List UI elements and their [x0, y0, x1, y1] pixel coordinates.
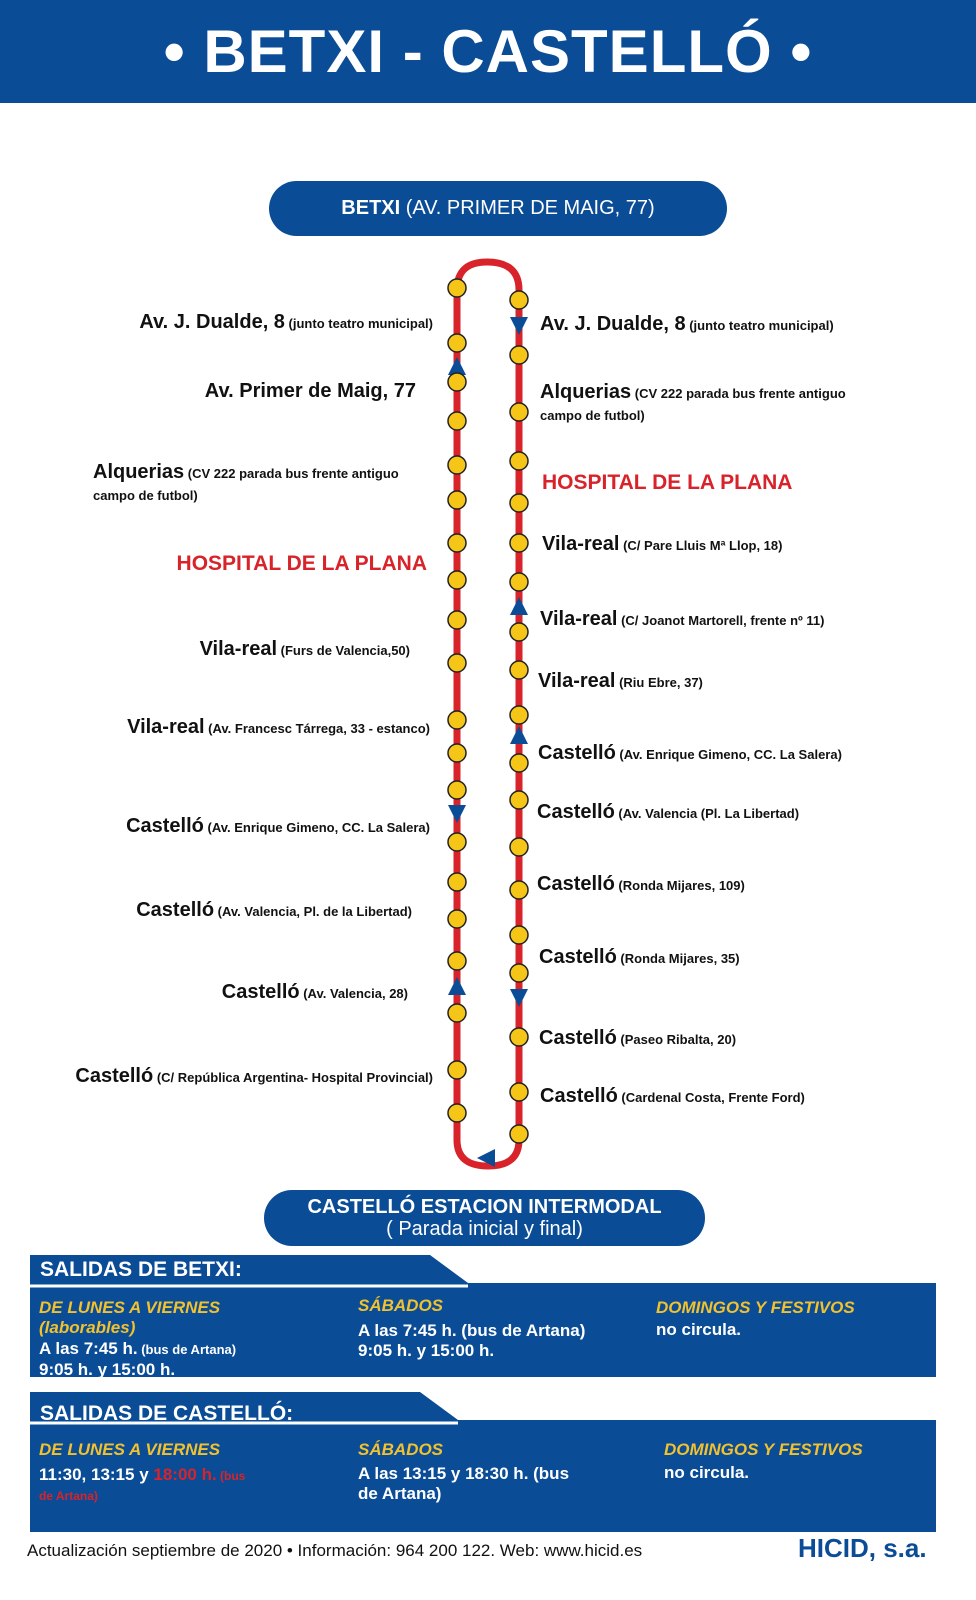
terminal-name: CASTELLÓ ESTACION INTERMODAL — [307, 1196, 662, 1218]
castello-saturday-head: SÁBADOS — [358, 1440, 444, 1459]
right-stop-7: Castelló (Av. Enrique Gimeno, CC. La Salera) — [538, 742, 842, 764]
footer-info: Actualización septiembre de 2020 • Información: 964 200 122. Web: www.hicid.es — [27, 1541, 643, 1560]
castello-saturday-times: A las 13:15 y 18:30 h. (bus de Artana) — [358, 1464, 570, 1503]
right-stop-12: Castelló (Cardenal Costa, Frente Ford) — [540, 1085, 805, 1107]
terminal-note: ( Parada inicial y final) — [386, 1218, 583, 1240]
betxi-weekdays-times: A las 7:45 h. (bus de Artana) 9:05 h. y 15:00 h. — [39, 1339, 237, 1379]
origin-name: BETXI — [341, 197, 401, 219]
castello-weekdays-head: DE LUNES A VIERNES — [39, 1440, 221, 1459]
castello-sunday-text: no circula. — [664, 1463, 750, 1482]
left-stop-2: Av. Primer de Maig, 77 — [204, 380, 416, 402]
left-stop-8: Castelló (Av. Valencia, Pl. de la Libertad) — [136, 899, 412, 921]
betxi-saturday-times: A las 7:45 h. (bus de Artana) 9:05 h. y 15:00 h. — [358, 1321, 586, 1360]
castello-weekdays-times: 11:30, 13:15 y 18:00 h. (bus de Artana) — [39, 1465, 246, 1503]
left-stop-3: Alquerias (CV 222 parada bus frente antiguo campo de futbol) — [93, 461, 399, 503]
left-stop-10: Castelló (C/ República Argentina- Hospital Provincial) — [75, 1065, 433, 1087]
right-stop-11: Castelló (Paseo Ribalta, 20) — [539, 1027, 737, 1049]
right-stop-8: Castelló (Av. Valencia (Pl. La Libertad) — [537, 801, 800, 823]
origin-address: (AV. PRIMER DE MAIG, 77) — [400, 197, 655, 219]
right-stop-10: Castelló (Ronda Mijares, 35) — [539, 946, 740, 968]
betxi-weekdays-head: DE LUNES A VIERNES (laborables) — [39, 1298, 221, 1337]
right-stop-2: Alquerias (CV 222 parada bus frente antiguo campo de futbol) — [540, 381, 846, 423]
castello-departures-title: SALIDAS DE CASTELLÓ: — [40, 1402, 294, 1425]
left-stop-hospital: HOSPITAL DE LA PLANA — [176, 552, 427, 575]
castello-sunday-head: DOMINGOS Y FESTIVOS — [664, 1440, 863, 1459]
company-logo: HICID, s.a. — [798, 1533, 927, 1563]
right-stop-4: Vila-real (C/ Pare Lluis Mª Llop, 18) — [542, 533, 783, 555]
right-stop-1: Av. J. Dualde, 8 (junto teatro municipal) — [540, 313, 834, 335]
betxi-saturday-head: SÁBADOS — [358, 1296, 444, 1315]
right-stop-6: Vila-real (Riu Ebre, 37) — [538, 670, 703, 692]
page-title: • BETXI - CASTELLÓ • — [163, 18, 813, 85]
right-stop-9: Castelló (Ronda Mijares, 109) — [537, 873, 745, 895]
betxi-sunday-text: no circula. — [656, 1320, 742, 1339]
left-stop-1: Av. J. Dualde, 8 (junto teatro municipal) — [139, 311, 433, 333]
left-stop-5: Vila-real (Furs de Valencia,50) — [199, 638, 410, 660]
betxi-sunday-head: DOMINGOS Y FESTIVOS — [656, 1298, 855, 1317]
left-stop-9: Castelló (Av. Valencia, 28) — [221, 981, 408, 1003]
left-stop-7: Castelló (Av. Enrique Gimeno, CC. La Salera) — [126, 815, 430, 837]
left-stop-6: Vila-real (Av. Francesc Tárrega, 33 - estanco) — [127, 716, 430, 738]
right-stop-5: Vila-real (C/ Joanot Martorell, frente nº 11) — [540, 608, 825, 630]
betxi-departures-title: SALIDAS DE BETXI: — [40, 1258, 242, 1281]
right-stop-hospital: HOSPITAL DE LA PLANA — [542, 471, 793, 494]
